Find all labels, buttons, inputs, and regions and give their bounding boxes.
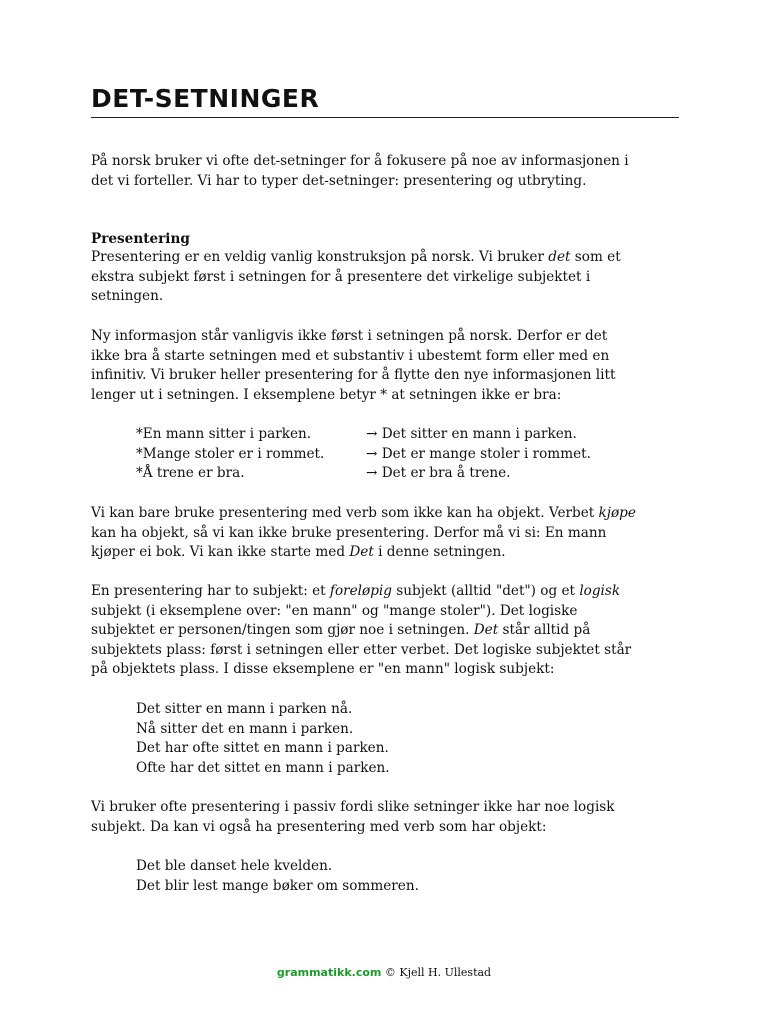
example-list-1 <box>136 425 591 484</box>
example-correct: → Det er bra å trene. <box>366 465 511 481</box>
footer-brand-link[interactable]: grammatikk.com <box>276 966 382 979</box>
example-line: Det sitter en mann i parken nå. <box>136 701 353 717</box>
example-incorrect: *Å trene er bra. <box>136 465 245 481</box>
paragraph-4: En presentering har to subjekt: et foreløpig subjekt (alltid "det") og et logisk subjekt (i eksemplene over: "en mann" og "mange stoler"). Det logiske subjektet er personen/tingen som gjør noe i setningen. Det står alltid på subjektets plass: først i setningen eller etter verbet. Det logiske subjektet står på objektets plass. I disse eksemplene er "en mann" logisk subjekt: <box>91 583 632 677</box>
paragraph-5: Vi bruker ofte presentering i passiv fordi slike setninger ikke har noe logisk subjekt. Da kan vi også ha presentering med verb som har objekt: <box>91 799 615 835</box>
example-line: Nå sitter det en mann i parken. <box>136 720 354 737</box>
footer-copyright: © Kjell H. Ullestad <box>381 966 492 979</box>
example-line: Det ble danset hele kvelden. <box>136 858 333 874</box>
example-correct: → Det er mange stoler i rommet. <box>366 445 591 462</box>
example-incorrect: *En mann sitter i parken. <box>136 426 312 442</box>
example-row <box>136 425 591 445</box>
example-row <box>136 445 591 465</box>
page-title: DET-SETNINGER <box>91 84 320 113</box>
example-line: Det blir lest mange bøker om sommeren. <box>136 877 419 894</box>
example-incorrect: *Mange stoler er i rommet. <box>136 445 325 462</box>
intro-paragraph: På norsk bruker vi ofte det-setninger for å fokusere på noe av informasjonen i det vi forteller. Vi har to typer det-setninger: presentering og utbryting. <box>91 153 629 189</box>
example-line: Ofte har det sittet en mann i parken. <box>136 759 390 776</box>
example-row <box>136 464 591 484</box>
example-correct: → Det sitter en mann i parken. <box>366 426 577 442</box>
example-list-2 <box>136 700 390 778</box>
paragraph-2: Ny informasjon står vanligvis ikke først i setningen på norsk. Derfor er det ikke bra å starte setningen med et substantiv i ubestemt form eller med en infinitiv. Vi bruker heller presentering for å flytte den nye informasjonen litt lenger ut i setningen. I eksemplene betyr * at setningen ikke er bra: <box>91 328 616 403</box>
section-heading: Presentering <box>91 231 190 247</box>
example-list-3 <box>136 857 419 896</box>
paragraph-3: Vi kan bare bruke presentering med verb som ikke kan ha objekt. Verbet kjøpe kan ha objekt, så vi kan ikke bruke presentering. Derfor må vi si: En mann kjøper ei bok. Vi kan ikke starte med Det i denne setningen. <box>91 505 636 560</box>
paragraph-1: Presentering er en veldig vanlig konstruksjon på norsk. Vi bruker det som et ekstra subjekt først i setningen for å presentere det virkelige subjektet i setningen. <box>91 249 621 304</box>
footer <box>0 966 768 979</box>
title-rule <box>91 117 679 118</box>
example-line: Det har ofte sittet en mann i parken. <box>136 740 389 756</box>
